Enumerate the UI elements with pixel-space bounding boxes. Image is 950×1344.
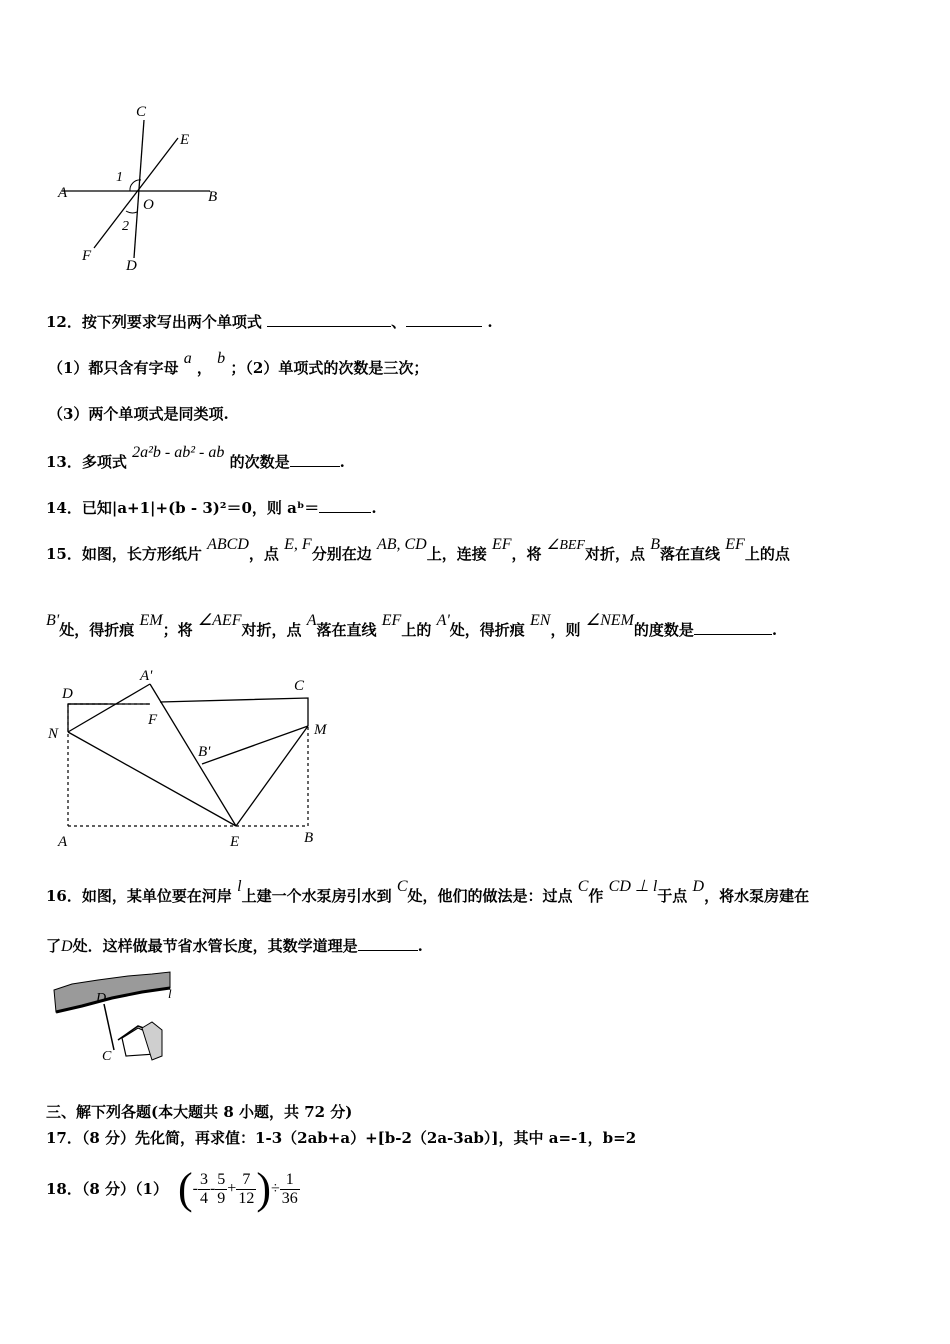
text: ，将 — [511, 545, 542, 563]
text: 了 — [46, 937, 62, 955]
question-12 — [46, 312, 493, 332]
label-d: D — [126, 258, 137, 274]
label-e: E — [230, 834, 240, 850]
denominator: 9 — [217, 1189, 226, 1207]
text: 于点 — [657, 887, 688, 905]
math: EN — [530, 612, 551, 629]
text: 上，连接 — [426, 545, 487, 563]
label-c: C — [294, 678, 305, 694]
answer-blank[interactable] — [694, 620, 772, 635]
text: 落在直线 — [316, 621, 377, 639]
period: . — [371, 499, 377, 517]
text: 上建一个水泵房引水到 — [241, 887, 392, 905]
question-12-req1: （1）都只含有字母 a ， b ；（2）单项式的次数是三次； — [48, 350, 429, 377]
answer-blank[interactable] — [319, 498, 371, 513]
denominator: 4 — [199, 1189, 208, 1207]
polynomial-expression: 2a²b - ab² - ab — [132, 444, 225, 461]
math: B' — [46, 612, 60, 629]
segment-na-prime — [68, 684, 150, 732]
var-a: a — [183, 350, 192, 367]
requirement-text: （1）都只含有字母 — [48, 359, 179, 377]
pipe-cd — [104, 1004, 114, 1050]
numerator: 3 — [199, 1170, 208, 1188]
label-d: D — [96, 991, 107, 1006]
question-13 — [46, 444, 345, 473]
math: C — [577, 878, 589, 895]
expression — [177, 1164, 300, 1213]
figure-intersecting-lines — [50, 98, 240, 278]
question-text: 的次数是 — [229, 453, 290, 471]
text: 作 — [588, 887, 604, 905]
question-number: 14． — [46, 499, 82, 517]
minus-sign: - — [209, 1180, 216, 1197]
numerator: 1 — [280, 1171, 300, 1190]
answer-blank[interactable] — [290, 452, 340, 467]
period: . — [417, 937, 423, 955]
label-b-prime: B' — [198, 744, 211, 760]
right-paren: ) — [256, 1164, 271, 1213]
math: AB, CD — [376, 536, 427, 553]
period: . — [487, 313, 493, 331]
label-a: A — [58, 834, 68, 850]
question-16-line-2 — [46, 936, 423, 957]
label-l: l — [168, 986, 172, 1001]
answer-blank[interactable] — [358, 936, 418, 951]
denominator: 12 — [238, 1189, 255, 1207]
separator: 、 — [391, 313, 407, 331]
label-m: M — [314, 722, 327, 738]
math: EF — [381, 612, 402, 629]
math: l — [237, 878, 242, 895]
text: 如图，长方形纸片 — [81, 545, 202, 563]
math: A — [306, 612, 317, 629]
label-c: C — [102, 1049, 112, 1064]
segment-em — [236, 726, 308, 826]
label-o: O — [143, 197, 154, 213]
math: C — [396, 878, 408, 895]
question-16-line-1 — [46, 878, 810, 907]
math: A' — [436, 612, 450, 629]
fraction-7-12 — [236, 1171, 256, 1208]
question-18 — [46, 1164, 300, 1214]
text: 上的 — [401, 621, 432, 639]
question-number: 15． — [46, 545, 82, 563]
text: ，点 — [248, 545, 279, 563]
label-1: 1 — [116, 170, 123, 185]
label-2: 2 — [122, 219, 129, 234]
label-a-prime: A' — [140, 668, 153, 684]
segment-a-prime-e — [150, 684, 236, 826]
answer-blank-1[interactable] — [267, 312, 391, 327]
question-text: 18．（8 分）（1） — [46, 1180, 168, 1198]
question-14 — [46, 498, 377, 518]
text: 处，得折痕 — [59, 621, 135, 639]
divide-sign: ÷ — [270, 1180, 280, 1197]
figure-river-pump — [52, 968, 182, 1068]
math: ∠NEM — [585, 612, 634, 629]
segment-ne — [68, 732, 236, 826]
label-b: B — [208, 189, 218, 205]
numerator: 5 — [217, 1170, 226, 1188]
text: ；将 — [162, 621, 193, 639]
fraction-1-36 — [280, 1171, 300, 1208]
section-3-title: 三、解下列各题(本大题共 8 小题，共 72 分) — [46, 1103, 353, 1121]
minus-sign: - — [192, 1180, 198, 1197]
text: ，则 — [550, 621, 581, 639]
question-15-line-2 — [46, 612, 778, 641]
question-text: 多项式 — [81, 453, 127, 471]
question-text: 按下列要求写出两个单项式 — [81, 313, 262, 331]
fraction-3-4 — [198, 1171, 210, 1208]
label-a: A — [58, 185, 68, 201]
period: . — [339, 453, 345, 471]
label-f: F — [148, 712, 158, 728]
question-17: 17．（8 分）先化简，再求值：1-3（2ab+a）+[b-2（2a-3ab）]，其中 a=-1，b=2 — [46, 1129, 637, 1147]
text: ，将水泵房建在 — [704, 887, 810, 905]
math: EF — [491, 536, 512, 553]
math: EF — [725, 536, 745, 553]
label-c: C — [136, 104, 147, 120]
math: E, F — [284, 536, 312, 553]
left-paren: ( — [177, 1164, 193, 1213]
question-15-line-1 — [46, 536, 790, 566]
math: D — [61, 938, 73, 955]
period: . — [771, 621, 778, 639]
question-number: 13． — [46, 453, 82, 471]
text: 对折，点 — [241, 621, 302, 639]
text: 如图，某单位要在河岸 — [81, 887, 232, 905]
edge-fcm — [160, 698, 308, 726]
math: B — [650, 536, 661, 553]
question-number: 16． — [46, 887, 82, 905]
fraction-5-9 — [215, 1171, 227, 1208]
math: ∠BEF — [546, 538, 585, 553]
label-f: F — [82, 248, 92, 264]
text: 的度数是 — [633, 621, 694, 639]
question-number: 12． — [46, 313, 82, 331]
text: 对折，点 — [585, 545, 646, 563]
segment-mb-prime — [202, 726, 308, 764]
math: CD ⊥ l — [608, 878, 658, 895]
text: 落在直线 — [660, 545, 721, 563]
math: EM — [139, 612, 163, 629]
text: 处．这样做最节省水管长度，其数学道理是 — [72, 937, 358, 955]
question-text: 已知|a+1|+(b - 3)²＝0，则 aᵇ＝ — [81, 499, 320, 517]
angle-2-arc — [126, 211, 137, 213]
figure-folded-rectangle — [44, 662, 344, 852]
denominator: 36 — [281, 1189, 298, 1207]
requirement-text: ；（2）单项式的次数是三次； — [230, 359, 429, 377]
plus-sign: + — [227, 1180, 237, 1197]
question-12-req3: （3）两个单项式是同类项. — [48, 405, 229, 423]
math: ∠AEF — [197, 612, 242, 629]
var-b: b — [217, 350, 226, 367]
label-n: N — [48, 726, 59, 742]
text: 上的点 — [744, 545, 790, 563]
math: D — [692, 878, 705, 895]
text: 处，得折痕 — [449, 621, 525, 639]
numerator: 7 — [236, 1171, 256, 1190]
math: ABCD — [207, 536, 249, 553]
label-b: B — [304, 830, 314, 846]
text: 处，他们的做法是：过点 — [407, 887, 573, 905]
answer-blank-2[interactable] — [406, 312, 482, 327]
label-e: E — [180, 132, 190, 148]
label-d: D — [62, 686, 73, 702]
text: 分别在边 — [311, 545, 372, 563]
